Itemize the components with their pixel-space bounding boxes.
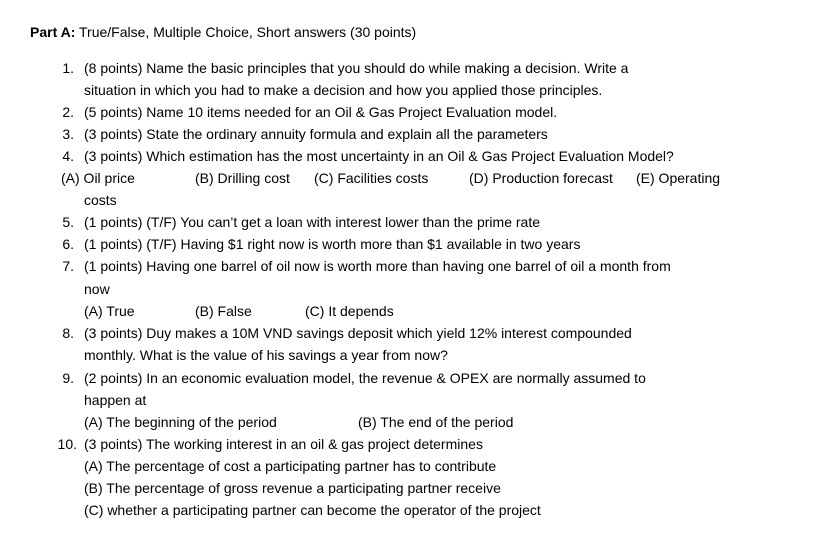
question-text: (3 points) Duy makes a 10M VND savings deposit which yield 12% interest compounded (84, 325, 632, 341)
question-number: 10. (57, 436, 77, 452)
question-text: (1 points) (T/F) You can’t get a loan with interest lower than the prime rate (84, 214, 541, 230)
part-label: Part A: (30, 24, 76, 40)
question-text: (3 points) Which estimation has the most uncertainty in an Oil & Gas Project Evaluation Model? (84, 148, 674, 164)
answer-option: (B) False (195, 303, 252, 319)
answer-option: (C) whether a participating partner can become the operator of the project (84, 502, 541, 518)
answer-option-continuation: costs (84, 192, 117, 208)
answer-option: (D) Production forecast (469, 170, 613, 186)
question-number: 1. (62, 60, 74, 76)
answer-option: (C) It depends (305, 303, 394, 319)
answer-option: (A) The beginning of the period (84, 414, 277, 430)
answer-option: (B) Drilling cost (195, 170, 290, 186)
answer-option: (A) The percentage of cost a participating partner has to contribute (84, 458, 497, 474)
answer-option: (B) The percentage of gross revenue a participating partner receive (84, 480, 501, 496)
answer-option: (E) Operating (636, 170, 721, 186)
question-text: (1 points) Having one barrel of oil now is worth more than having one barrel of oil a month from (84, 258, 671, 274)
question-number: 5. (62, 214, 74, 230)
question-text: monthly. What is the value of his savings a year from now? (84, 347, 448, 363)
question-text: (5 points) Name 10 items needed for an Oil & Gas Project Evaluation model. (84, 104, 558, 120)
question-number: 8. (62, 325, 74, 341)
part-title: True/False, Multiple Choice, Short answers (30 points) (75, 24, 417, 40)
answer-option: (A) True (84, 303, 135, 319)
question-text: (2 points) In an economic evaluation model, the revenue & OPEX are normally assumed to (84, 370, 646, 386)
question-number: 2. (62, 104, 74, 120)
question-number: 4. (62, 148, 74, 164)
question-text: happen at (84, 392, 147, 408)
part-a-heading (30, 23, 416, 41)
question-text: (1 points) (T/F) Having $1 right now is worth more than $1 available in two years (84, 236, 581, 252)
question-number: 6. (62, 236, 74, 252)
question-text: situation in which you had to make a decision and how you applied those principles. (84, 82, 603, 98)
question-number: 7. (62, 258, 74, 274)
question-number: 9. (62, 370, 74, 386)
question-text: (3 points) The working interest in an oil & gas project determines (84, 436, 483, 452)
question-text: now (84, 281, 110, 297)
answer-option: (B) The end of the period (358, 414, 514, 430)
question-text: (8 points) Name the basic principles that you should do while making a decision. Write a (84, 60, 629, 76)
question-number: 3. (62, 126, 74, 142)
answer-option: (A) Oil price (61, 170, 135, 186)
question-text: (3 points) State the ordinary annuity formula and explain all the parameters (84, 126, 548, 142)
answer-option: (C) Facilities costs (314, 170, 429, 186)
